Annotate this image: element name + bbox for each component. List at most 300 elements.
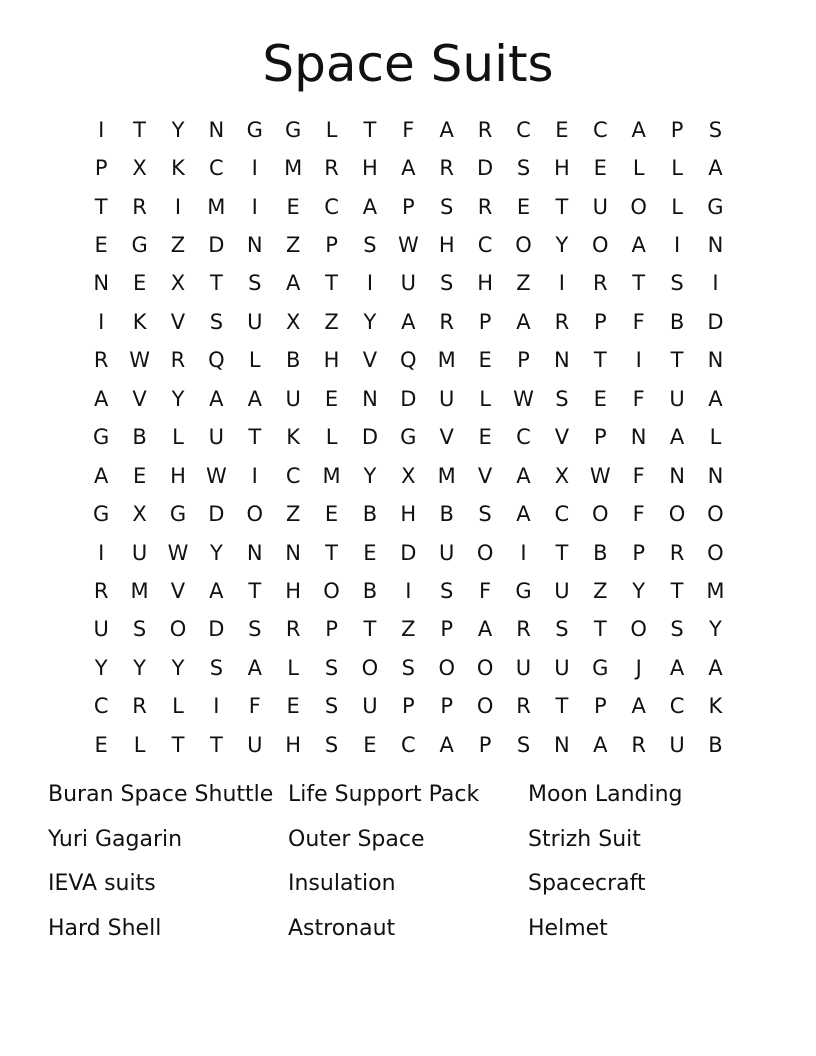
grid-letter: P — [632, 540, 645, 565]
grid-letter: N — [554, 348, 570, 373]
grid-letter: S — [209, 309, 224, 334]
grid-letter: T — [325, 540, 338, 565]
grid-letter: J — [635, 655, 642, 680]
grid-letter: V — [554, 425, 570, 450]
grid-letter: O — [515, 233, 532, 258]
grid-letter: S — [440, 578, 454, 603]
grid-letter: N — [93, 271, 110, 296]
grid-letter: D — [400, 540, 417, 565]
grid-letter: C — [554, 502, 570, 527]
grid-letter: U — [592, 194, 608, 219]
grid-letter: S — [248, 271, 262, 296]
grid-letter: M — [706, 578, 725, 603]
grid-letter: U — [439, 386, 455, 411]
grid-letter: O — [476, 540, 494, 565]
grid-letter: W — [397, 233, 419, 258]
grid-letter: N — [630, 425, 647, 450]
grid-letter: I — [98, 309, 105, 334]
grid-letter: G — [400, 425, 417, 450]
grid-letter: E — [286, 694, 300, 719]
grid-letter: T — [593, 348, 607, 373]
grid-letter: B — [593, 540, 608, 565]
grid-letter: T — [325, 271, 338, 296]
grid-letter: M — [130, 578, 149, 603]
grid-letter: I — [251, 156, 258, 181]
grid-letter: S — [440, 194, 454, 219]
grid-letter: A — [94, 463, 109, 488]
grid-letter: H — [285, 578, 302, 603]
grid-letter: Y — [632, 578, 646, 603]
grid-letter: R — [93, 348, 109, 373]
grid-letter: K — [286, 425, 301, 450]
grid-letter: U — [554, 655, 570, 680]
grid-letter: G — [93, 425, 110, 450]
grid-letter: Y — [171, 117, 185, 142]
grid-letter: C — [209, 156, 224, 181]
grid-letter: V — [439, 425, 454, 450]
word-list-item: Astronaut — [288, 915, 396, 941]
grid-letter: I — [366, 271, 374, 296]
grid-letter: R — [439, 309, 454, 334]
grid-letter: W — [205, 463, 227, 488]
grid-letter: T — [248, 425, 262, 450]
grid-letter: O — [668, 502, 686, 527]
grid-letter: L — [671, 156, 683, 181]
grid-letter: C — [324, 194, 339, 219]
grid-letter: A — [708, 156, 723, 181]
grid-letter: S — [670, 617, 684, 642]
grid-letter: C — [285, 463, 301, 488]
grid-letter: S — [209, 655, 224, 680]
grid-letter: P — [670, 117, 684, 142]
grid-letter: E — [555, 117, 569, 142]
grid-letter: T — [555, 694, 569, 719]
grid-letter: P — [478, 309, 492, 334]
grid-letter: U — [285, 386, 301, 411]
grid-letter: I — [520, 540, 527, 565]
grid-letter: D — [477, 156, 494, 181]
grid-letter: E — [363, 540, 377, 565]
grid-letter: H — [362, 156, 378, 181]
grid-letter: G — [515, 578, 532, 603]
grid-letter: N — [669, 463, 685, 488]
grid-letter: V — [477, 463, 493, 488]
grid-letter: F — [402, 117, 415, 142]
grid-letter: S — [324, 655, 339, 680]
grid-letter: E — [132, 271, 147, 296]
grid-letter: E — [324, 386, 339, 411]
grid-letter: V — [170, 578, 186, 603]
grid-letter: O — [707, 502, 724, 527]
grid-letter: E — [593, 386, 607, 411]
grid-letter: U — [400, 271, 416, 296]
grid-letter: O — [630, 617, 647, 642]
grid-letter: F — [632, 309, 645, 334]
grid-letter: Q — [208, 348, 225, 373]
word-list-item: IEVA suits — [48, 871, 156, 897]
word-list-item: Moon Landing — [528, 782, 683, 808]
grid-letter: A — [439, 117, 454, 142]
grid-letter: F — [479, 578, 492, 603]
grid-letter: M — [284, 156, 303, 181]
grid-letter: E — [94, 732, 108, 757]
grid-letter: V — [170, 309, 186, 334]
grid-letter: G — [707, 194, 724, 219]
grid-letter: A — [439, 732, 454, 757]
grid-letter: B — [285, 348, 301, 373]
grid-letter: G — [246, 117, 263, 142]
grid-letter: A — [516, 309, 531, 334]
grid-letter: G — [131, 233, 148, 258]
grid-letter: S — [516, 156, 531, 181]
grid-letter: N — [246, 233, 263, 258]
grid-letter: G — [285, 117, 302, 142]
grid-letter: P — [401, 194, 415, 219]
grid-letter: P — [440, 617, 454, 642]
grid-letter: K — [171, 156, 185, 181]
grid-letter: L — [172, 694, 184, 719]
grid-letter: D — [208, 233, 225, 258]
grid-letter: A — [477, 617, 493, 642]
grid-letter: N — [707, 463, 724, 488]
grid-letter: I — [174, 194, 182, 219]
grid-letter: U — [669, 732, 685, 757]
grid-letter: O — [476, 655, 494, 680]
grid-letter: S — [708, 117, 723, 142]
grid-letter: A — [708, 655, 723, 680]
grid-letter: Y — [133, 655, 146, 680]
grid-letter: C — [516, 425, 531, 450]
grid-letter: U — [554, 578, 570, 603]
word-list-item: Buran Space Shuttle — [48, 782, 274, 808]
grid-letter: A — [516, 463, 531, 488]
grid-letter: A — [631, 694, 646, 719]
grid-letter: Z — [285, 502, 301, 527]
grid-letter: X — [401, 463, 416, 488]
grid-letter: C — [669, 694, 685, 719]
grid-letter: G — [169, 502, 187, 527]
grid-letter: T — [670, 348, 684, 373]
grid-letter: D — [707, 309, 724, 334]
grid-letter: B — [669, 309, 685, 334]
grid-letter: F — [248, 694, 261, 719]
grid-letter: C — [93, 694, 109, 719]
grid-letter: E — [478, 348, 492, 373]
word-list-item: Outer Space — [288, 826, 425, 852]
grid-letter: T — [555, 194, 569, 219]
grid-letter: I — [251, 463, 258, 488]
grid-letter: M — [437, 348, 456, 373]
grid-letter: I — [405, 578, 412, 603]
grid-letter: O — [246, 502, 264, 527]
grid-letter: C — [477, 233, 493, 258]
grid-letter: H — [323, 348, 340, 373]
grid-letter: U — [93, 617, 109, 642]
grid-letter: U — [362, 694, 378, 719]
grid-letter: D — [208, 502, 225, 527]
grid-letter: D — [208, 617, 225, 642]
grid-letter: A — [516, 502, 531, 527]
grid-letter: Z — [324, 309, 339, 334]
grid-letter: M — [437, 463, 456, 488]
grid-letter: T — [94, 194, 108, 219]
grid-letter: V — [362, 348, 378, 373]
grid-letter: Y — [363, 309, 377, 334]
grid-letter: A — [631, 117, 646, 142]
grid-letter: Y — [363, 463, 377, 488]
grid-letter: G — [592, 655, 609, 680]
grid-letter: Z — [593, 578, 608, 603]
grid-letter: L — [287, 655, 299, 680]
grid-letter: I — [558, 271, 565, 296]
grid-letter: B — [362, 502, 378, 527]
grid-letter: N — [707, 348, 724, 373]
grid-letter: U — [669, 386, 685, 411]
grid-letter: L — [172, 425, 184, 450]
grid-letter: Y — [94, 655, 108, 680]
grid-letter: S — [516, 732, 531, 757]
grid-letter: R — [93, 578, 109, 603]
grid-letter: C — [592, 117, 608, 142]
grid-letter: H — [170, 463, 186, 488]
grid-letter: L — [325, 425, 338, 450]
grid-letter: O — [438, 655, 455, 680]
grid-letter: A — [362, 194, 378, 219]
grid-letter: N — [362, 386, 378, 411]
grid-letter: I — [98, 117, 105, 142]
grid-letter: O — [323, 578, 340, 603]
grid-letter: A — [94, 386, 109, 411]
grid-letter: Z — [401, 617, 416, 642]
grid-letter: S — [440, 271, 454, 296]
grid-letter: R — [631, 732, 646, 757]
grid-letter: S — [324, 732, 339, 757]
grid-letter: P — [593, 309, 607, 334]
page-title: Space Suits — [262, 35, 554, 93]
grid-letter: S — [324, 694, 339, 719]
grid-letter: P — [478, 732, 492, 757]
word-list-item: Insulation — [288, 871, 396, 897]
grid-letter: Y — [209, 540, 223, 565]
grid-letter: L — [632, 156, 645, 181]
word-list — [48, 773, 768, 951]
grid-letter: P — [517, 348, 530, 373]
grid-letter: M — [322, 463, 341, 488]
grid-letter: T — [209, 732, 223, 757]
grid-letter: L — [479, 386, 491, 411]
grid-letter: E — [593, 156, 607, 181]
grid-letter: W — [513, 386, 534, 411]
grid-letter: N — [285, 540, 301, 565]
grid-letter: A — [285, 271, 301, 296]
grid-letter: T — [248, 578, 262, 603]
grid-letter: E — [516, 194, 531, 219]
grid-letter: S — [555, 386, 569, 411]
grid-letter: W — [589, 463, 611, 488]
grid-letter: R — [170, 348, 186, 373]
grid-letter: P — [325, 233, 338, 258]
grid-letter: P — [94, 156, 108, 181]
grid-letter: U — [247, 732, 263, 757]
grid-letter: L — [671, 194, 683, 219]
grid-letter: C — [400, 732, 416, 757]
grid-letter: T — [133, 117, 146, 142]
grid-letter: M — [207, 194, 226, 219]
grid-letter: A — [401, 156, 416, 181]
grid-letter: E — [94, 233, 108, 258]
grid-letter: Q — [400, 348, 417, 373]
grid-letter: H — [400, 502, 417, 527]
grid-letter: R — [554, 309, 570, 334]
grid-letter: Z — [170, 233, 186, 258]
grid-letter: E — [132, 463, 147, 488]
grid-letter: B — [132, 425, 147, 450]
grid-letter: B — [439, 502, 454, 527]
grid-letter: S — [401, 655, 415, 680]
grid-letter: F — [632, 386, 645, 411]
grid-letter: N — [208, 117, 225, 142]
word-list-item: Spacecraft — [528, 871, 646, 897]
grid-letter: V — [132, 386, 147, 411]
grid-letter: O — [476, 694, 494, 719]
grid-letter: H — [285, 732, 302, 757]
grid-letter: T — [555, 540, 569, 565]
grid-letter: H — [477, 271, 493, 296]
grid-letter: A — [209, 578, 224, 603]
grid-letter: X — [170, 271, 186, 296]
grid-letter: I — [635, 348, 642, 373]
grid-letter: I — [251, 194, 258, 219]
grid-letter: O — [361, 655, 379, 680]
grid-letter: L — [133, 732, 146, 757]
grid-letter: T — [363, 617, 377, 642]
word-search-grid — [82, 111, 735, 764]
grid-letter: L — [325, 117, 338, 142]
grid-letter: E — [363, 732, 377, 757]
grid-letter: S — [478, 502, 492, 527]
grid-letter: S — [132, 617, 147, 642]
grid-letter: L — [248, 348, 261, 373]
grid-letter: R — [516, 617, 531, 642]
grid-letter: K — [708, 694, 723, 719]
grid-letter: P — [401, 694, 415, 719]
grid-letter: E — [286, 194, 300, 219]
grid-letter: Y — [555, 233, 569, 258]
grid-letter: W — [167, 540, 189, 565]
grid-letter: S — [670, 271, 684, 296]
grid-letter: R — [285, 617, 301, 642]
grid-letter: I — [98, 540, 105, 565]
grid-letter: I — [712, 271, 719, 296]
grid-letter: R — [516, 694, 531, 719]
grid-letter: H — [438, 233, 455, 258]
grid-letter: S — [248, 617, 262, 642]
grid-letter: P — [593, 425, 607, 450]
grid-letter: G — [93, 502, 110, 527]
grid-letter: A — [247, 386, 262, 411]
grid-letter: S — [555, 617, 569, 642]
grid-letter: T — [670, 578, 684, 603]
grid-letter: P — [325, 617, 338, 642]
grid-letter: A — [708, 386, 723, 411]
word-list-item: Hard Shell — [48, 915, 162, 941]
grid-letter: N — [554, 732, 570, 757]
grid-letter: T — [593, 617, 607, 642]
grid-letter: U — [515, 655, 532, 680]
grid-letter: Z — [285, 233, 301, 258]
grid-letter: P — [593, 694, 607, 719]
grid-letter: R — [132, 194, 147, 219]
grid-letter: R — [477, 194, 493, 219]
grid-letter: E — [478, 425, 492, 450]
grid-letter: K — [132, 309, 147, 334]
grid-letter: A — [593, 732, 608, 757]
grid-letter: A — [669, 425, 685, 450]
grid-letter: U — [439, 540, 455, 565]
grid-letter: R — [132, 694, 147, 719]
grid-letter: X — [132, 502, 147, 527]
grid-letter: T — [209, 271, 223, 296]
grid-letter: Y — [709, 617, 722, 642]
grid-letter: U — [247, 309, 263, 334]
grid-letter: O — [630, 194, 647, 219]
grid-letter: W — [129, 348, 150, 373]
grid-letter: N — [707, 233, 724, 258]
grid-letter: C — [516, 117, 531, 142]
word-list-item: Strizh Suit — [528, 826, 641, 852]
grid-letter: B — [362, 578, 378, 603]
grid-letter: Y — [171, 655, 185, 680]
grid-letter: N — [246, 540, 263, 565]
grid-letter: T — [363, 117, 377, 142]
grid-letter: O — [169, 617, 187, 642]
word-list-item: Life Support Pack — [288, 782, 480, 808]
grid-letter: F — [632, 463, 645, 488]
grid-letter: U — [208, 425, 225, 450]
grid-letter: E — [324, 502, 339, 527]
grid-letter: I — [213, 694, 220, 719]
grid-letter: A — [247, 655, 262, 680]
grid-letter: A — [209, 386, 224, 411]
grid-letter: R — [324, 156, 339, 181]
grid-letter: O — [592, 233, 609, 258]
grid-letter: T — [632, 271, 646, 296]
grid-letter: R — [592, 271, 608, 296]
grid-letter: X — [132, 156, 147, 181]
grid-letter: L — [709, 425, 722, 450]
grid-letter: Z — [516, 271, 531, 296]
grid-letter: X — [554, 463, 570, 488]
grid-letter: R — [669, 540, 685, 565]
grid-letter: T — [171, 732, 185, 757]
grid-letter: F — [632, 502, 645, 527]
grid-letter: O — [707, 540, 724, 565]
grid-letter: A — [631, 233, 646, 258]
word-list-item: Yuri Gagarin — [48, 826, 183, 852]
grid-letter: R — [477, 117, 493, 142]
grid-letter: H — [553, 156, 570, 181]
grid-letter: D — [361, 425, 379, 450]
grid-letter: A — [401, 309, 416, 334]
grid-letter: X — [285, 309, 301, 334]
word-list-item: Helmet — [528, 915, 608, 941]
grid-letter: P — [440, 694, 454, 719]
grid-letter: I — [673, 233, 681, 258]
grid-letter: S — [363, 233, 377, 258]
grid-letter: U — [131, 540, 148, 565]
grid-letter: D — [400, 386, 417, 411]
grid-letter: O — [592, 502, 609, 527]
